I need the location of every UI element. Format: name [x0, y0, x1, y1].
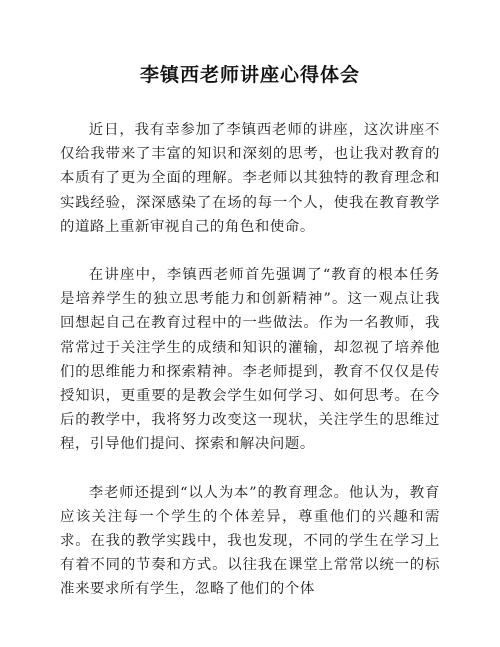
paragraph-independent-thinking: 在讲座中，李镇西老师首先强调了“教育的根本任务是培养学生的独立思考能力和创新精神”。这一观点让我回想起自己在教育过程中的一些做法。作为一名教师，我常常过于关注学生的成绩和知识的灌输，却忽视了培养他们的思维能力和探索精神。李老师提到，教育不仅仅是传授知识，更重要的是教会学生如何学习、如何思考。在今后的教学中，我将努力改变这一现状，关注学生的思维过程，引导他们提问、探索和解决问题。 [60, 267, 440, 453]
paragraph-intro: 近日，我有幸参加了李镇西老师的讲座，这次讲座不仅给我带来了丰富的知识和深刻的思考，也让我对教育的本质有了更为全面的理解。李老师以其独特的教育理念和实践经验，深深感染了在场的每一个人，使我在教育教学的道路上重新审视自己的角色和使命。 [60, 122, 440, 235]
paragraph-people-oriented: 李老师还提到“以人为本”的教育理念。他认为，教育应该关注每一个学生的个体差异，尊重他们的兴趣和需求。在我的教学实践中，我也发现，不同的学生在学习上有着不同的节奏和方式。以往我在课堂上常常以统一的标准来要求所有学生，忽略了他们的个体 [60, 484, 440, 598]
document-title: 李镇西老师讲座心得体会 [139, 64, 360, 86]
